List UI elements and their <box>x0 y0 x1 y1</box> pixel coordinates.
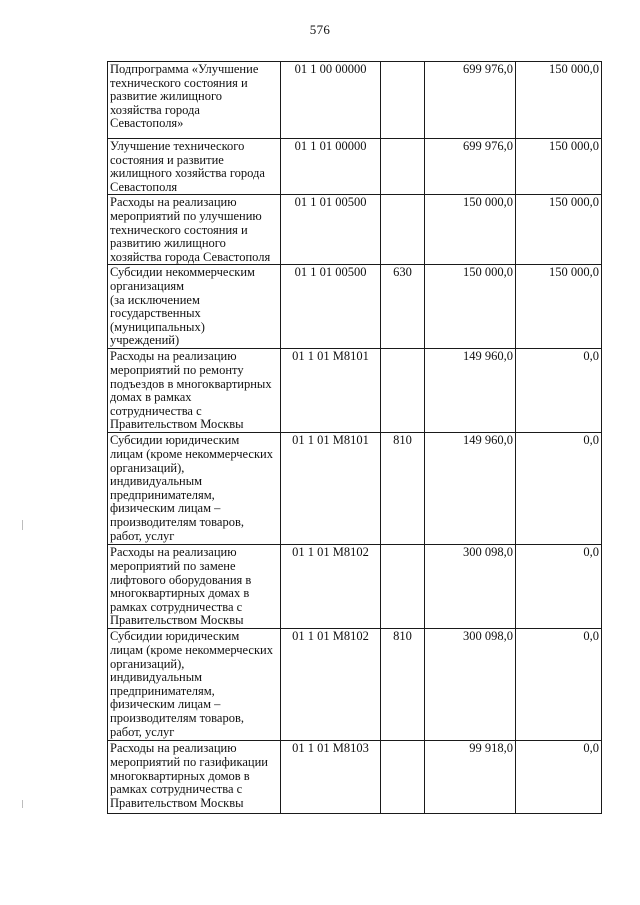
row-sum-1-cell: 149 960,0 <box>425 433 516 545</box>
table-row <box>108 629 602 741</box>
row-code-cell: 01 1 01 00500 <box>281 265 381 349</box>
row-sum-1-cell: 99 918,0 <box>425 741 516 814</box>
page-number: 576 <box>309 22 331 37</box>
row-expense-type-cell <box>381 741 425 814</box>
row-sum-2-cell: 0,0 <box>516 629 602 741</box>
table-row <box>108 139 602 195</box>
row-sum-2-cell: 150 000,0 <box>516 139 602 195</box>
row-name-cell: Субсидии юридическим лицам (кроме некоммерческих организаций), индивидуальным предпринимателям, физическим лицам – производителям товаров, работ, услуг <box>108 629 281 741</box>
row-name-cell: Расходы на реализацию мероприятий по улучшению технического состояния и развитию жилищного хозяйства города Севастополя <box>108 195 281 265</box>
row-sum-2-cell: 150 000,0 <box>516 265 602 349</box>
row-name-cell: Расходы на реализацию мероприятий по газификации многоквартирных домов в рамках сотрудничества с Правительством Москвы <box>108 741 281 814</box>
row-expense-type-cell: 810 <box>381 433 425 545</box>
row-code-cell: 01 1 01 M8101 <box>281 433 381 545</box>
row-sum-1-cell: 699 976,0 <box>425 139 516 195</box>
row-expense-type-cell: 810 <box>381 629 425 741</box>
row-code-cell: 01 1 01 00500 <box>281 195 381 265</box>
row-name-cell: Субсидии юридическим лицам (кроме некоммерческих организаций), индивидуальным предпринимателям, физическим лицам – производителям товаров, работ, услуг <box>108 433 281 545</box>
row-code-cell: 01 1 01 M8102 <box>281 545 381 629</box>
row-expense-type-cell <box>381 195 425 265</box>
scan-artifact-mark <box>22 800 23 808</box>
table-row <box>108 545 602 629</box>
scan-artifact-mark <box>22 520 23 530</box>
budget-table <box>107 61 602 814</box>
row-expense-type-cell <box>381 139 425 195</box>
row-name-cell: Подпрограмма «Улучшение технического состояния и развитие жилищного хозяйства города Севастополя» <box>108 62 281 139</box>
budget-table-body <box>108 62 602 814</box>
table-row <box>108 265 602 349</box>
row-sum-2-cell: 0,0 <box>516 545 602 629</box>
row-expense-type-cell <box>381 62 425 139</box>
row-expense-type-cell: 630 <box>381 265 425 349</box>
row-sum-2-cell: 150 000,0 <box>516 62 602 139</box>
row-sum-1-cell: 150 000,0 <box>425 265 516 349</box>
row-sum-2-cell: 0,0 <box>516 349 602 433</box>
row-sum-1-cell: 149 960,0 <box>425 349 516 433</box>
table-row <box>108 433 602 545</box>
row-code-cell: 01 1 01 M8103 <box>281 741 381 814</box>
table-row <box>108 349 602 433</box>
row-sum-1-cell: 699 976,0 <box>425 62 516 139</box>
row-name-cell: Расходы на реализацию мероприятий по ремонту подъездов в многоквартирных домах в рамках сотрудничества с Правительством Москвы <box>108 349 281 433</box>
row-name-cell: Улучшение технического состояния и развитие жилищного хозяйства города Севастополя <box>108 139 281 195</box>
row-sum-2-cell: 0,0 <box>516 741 602 814</box>
row-expense-type-cell <box>381 349 425 433</box>
row-code-cell: 01 1 01 00000 <box>281 139 381 195</box>
row-sum-1-cell: 150 000,0 <box>425 195 516 265</box>
row-sum-1-cell: 300 098,0 <box>425 629 516 741</box>
row-sum-1-cell: 300 098,0 <box>425 545 516 629</box>
table-row <box>108 741 602 814</box>
row-name-cell: Субсидии некоммерческим организациям (за исключением государственных (муниципальных) учреждений) <box>108 265 281 349</box>
row-code-cell: 01 1 01 M8102 <box>281 629 381 741</box>
row-name-cell: Расходы на реализацию мероприятий по замене лифтового оборудования в многоквартирных домах в рамках сотрудничества с Правительством Москвы <box>108 545 281 629</box>
row-code-cell: 01 1 00 00000 <box>281 62 381 139</box>
table-row <box>108 195 602 265</box>
row-code-cell: 01 1 01 M8101 <box>281 349 381 433</box>
row-sum-2-cell: 150 000,0 <box>516 195 602 265</box>
row-sum-2-cell: 0,0 <box>516 433 602 545</box>
row-expense-type-cell <box>381 545 425 629</box>
table-row <box>108 62 602 139</box>
